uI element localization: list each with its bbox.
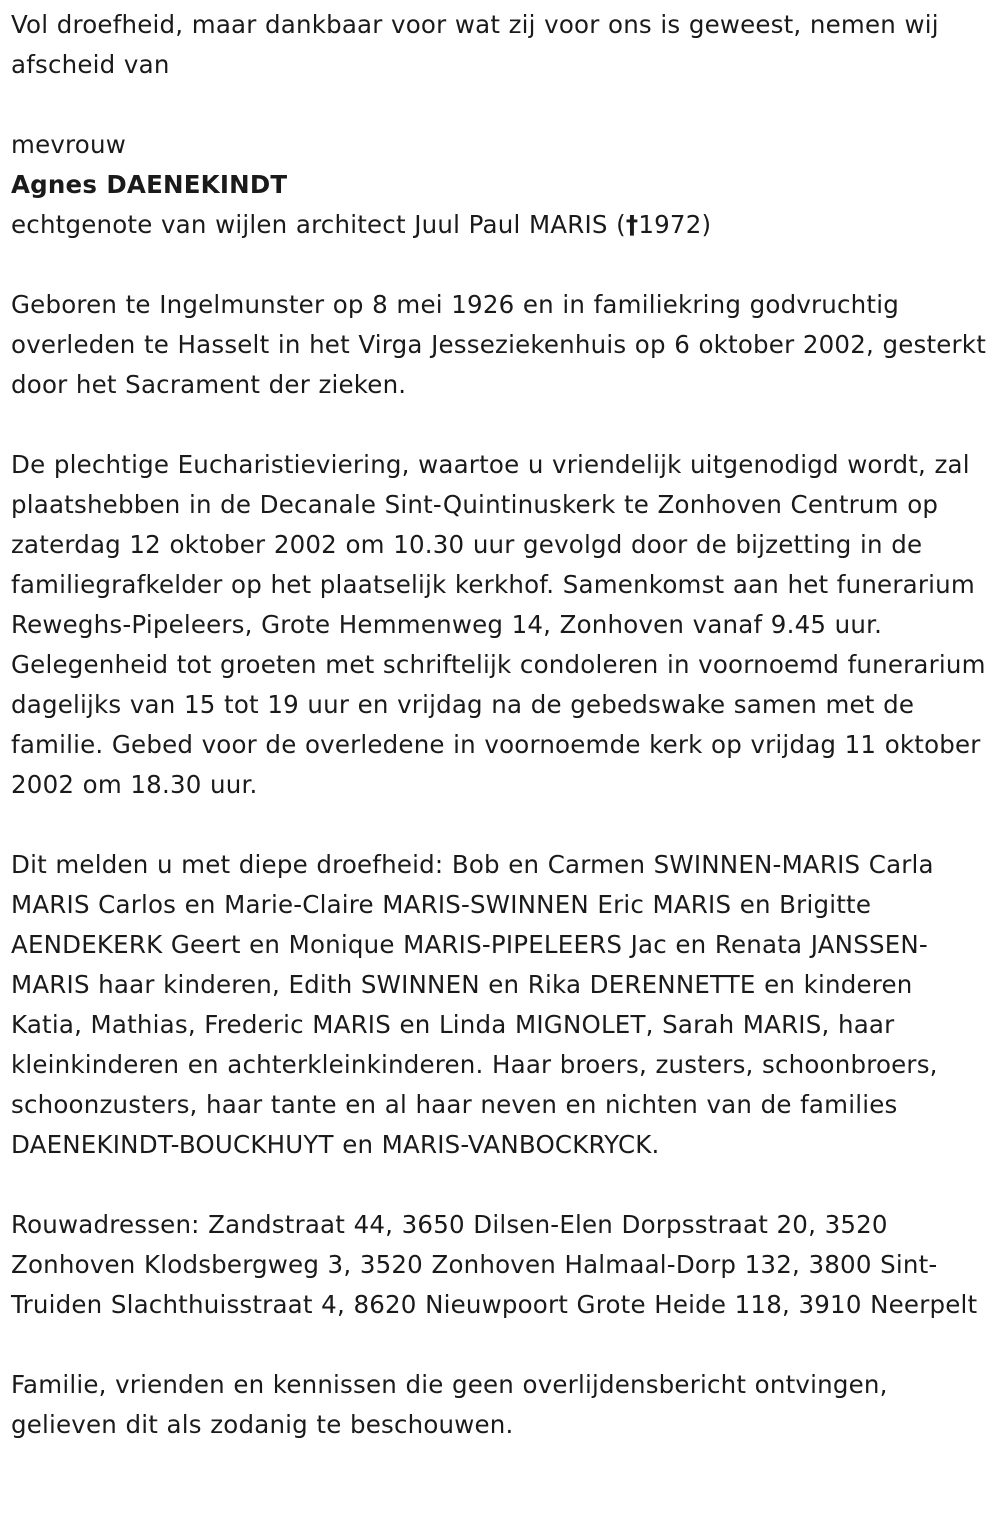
spouse-text: echtgenote van wijlen architect Juul Paul MARIS ( xyxy=(11,210,626,239)
spouse-line xyxy=(11,205,990,245)
intro-text: Vol droefheid, maar dankbaar voor wat zij voor ons is geweest, nemen wij afscheid van xyxy=(11,10,939,79)
spacer xyxy=(11,1165,990,1205)
spacer xyxy=(11,805,990,845)
cross-icon: † xyxy=(625,210,639,239)
addresses-paragraph: Rouwadressen: Zandstraat 44, 3650 Dilsen-Elen Dorpsstraat 20, 3520 Zonhoven Klodsbergweg 3, 3520 Zonhoven Halmaal-Dorp 132, 3800 Sint-Truiden Slachthuisstraat 4, 8620 Nieuwpoort Grote Heide 118, 3910 Neerpelt xyxy=(11,1210,978,1319)
birth-death-paragraph: Geboren te Ingelmunster op 8 mei 1926 en in familiekring godvruchtig overleden te Hasselt in het Virga Jesseziekenhuis op 6 oktober 2002, gesterkt door het Sacrament der zieken. xyxy=(11,290,987,399)
salutation: mevrouw xyxy=(11,130,126,159)
spouse-death-year: 1972) xyxy=(638,210,712,239)
spacer xyxy=(11,85,990,125)
deceased-name: Agnes DAENEKINDT xyxy=(11,170,288,199)
closing-paragraph: Familie, vrienden en kennissen die geen overlijdensbericht ontvingen, gelieven dit als zodanig te beschouwen. xyxy=(11,1370,888,1439)
spacer xyxy=(11,405,990,445)
family-paragraph: Dit melden u met diepe droefheid: Bob en Carmen SWINNEN-MARIS Carla MARIS Carlos en Marie-Claire MARIS-SWINNEN Eric MARIS en Brigitte AENDEKERK Geert en Monique MARIS-PIPELEERS Jac en Renata JANSSEN-MARIS haar kinderen, Edith SWINNEN en Rika DERENNETTE en kinderen Katia, Mathias, Frederic MARIS en Linda MIGNOLET, Sarah MARIS, haar kleinkinderen en achterkleinkinderen. Haar broers, zusters, schoonbroers, schoonzusters, haar tante en al haar neven en nichten van de families DAENEKINDT-BOUCKHUYT en MARIS-VANBOCKRYCK. xyxy=(11,850,938,1159)
ceremony-paragraph: De plechtige Eucharistieviering, waartoe u vriendelijk uitgenodigd wordt, zal plaatshebben in de Decanale Sint-Quintinuskerk te Zonhoven Centrum op zaterdag 12 oktober 2002 om 10.30 uur gevolgd door de bijzetting in de familiegrafkelder op het plaatselijk kerkhof. Samenkomst aan het funerarium Reweghs-Pipeleers, Grote Hemmenweg 14, Zonhoven vanaf 9.45 uur. Gelegenheid tot groeten met schriftelijk condoleren in voornoemd funerarium dagelijks van 15 tot 19 uur en vrijdag na de gebedswake samen met de familie. Gebed voor de overledene in voornoemde kerk op vrijdag 11 oktober 2002 om 18.30 uur. xyxy=(11,450,986,799)
spacer xyxy=(11,1325,990,1365)
spacer xyxy=(11,245,990,285)
